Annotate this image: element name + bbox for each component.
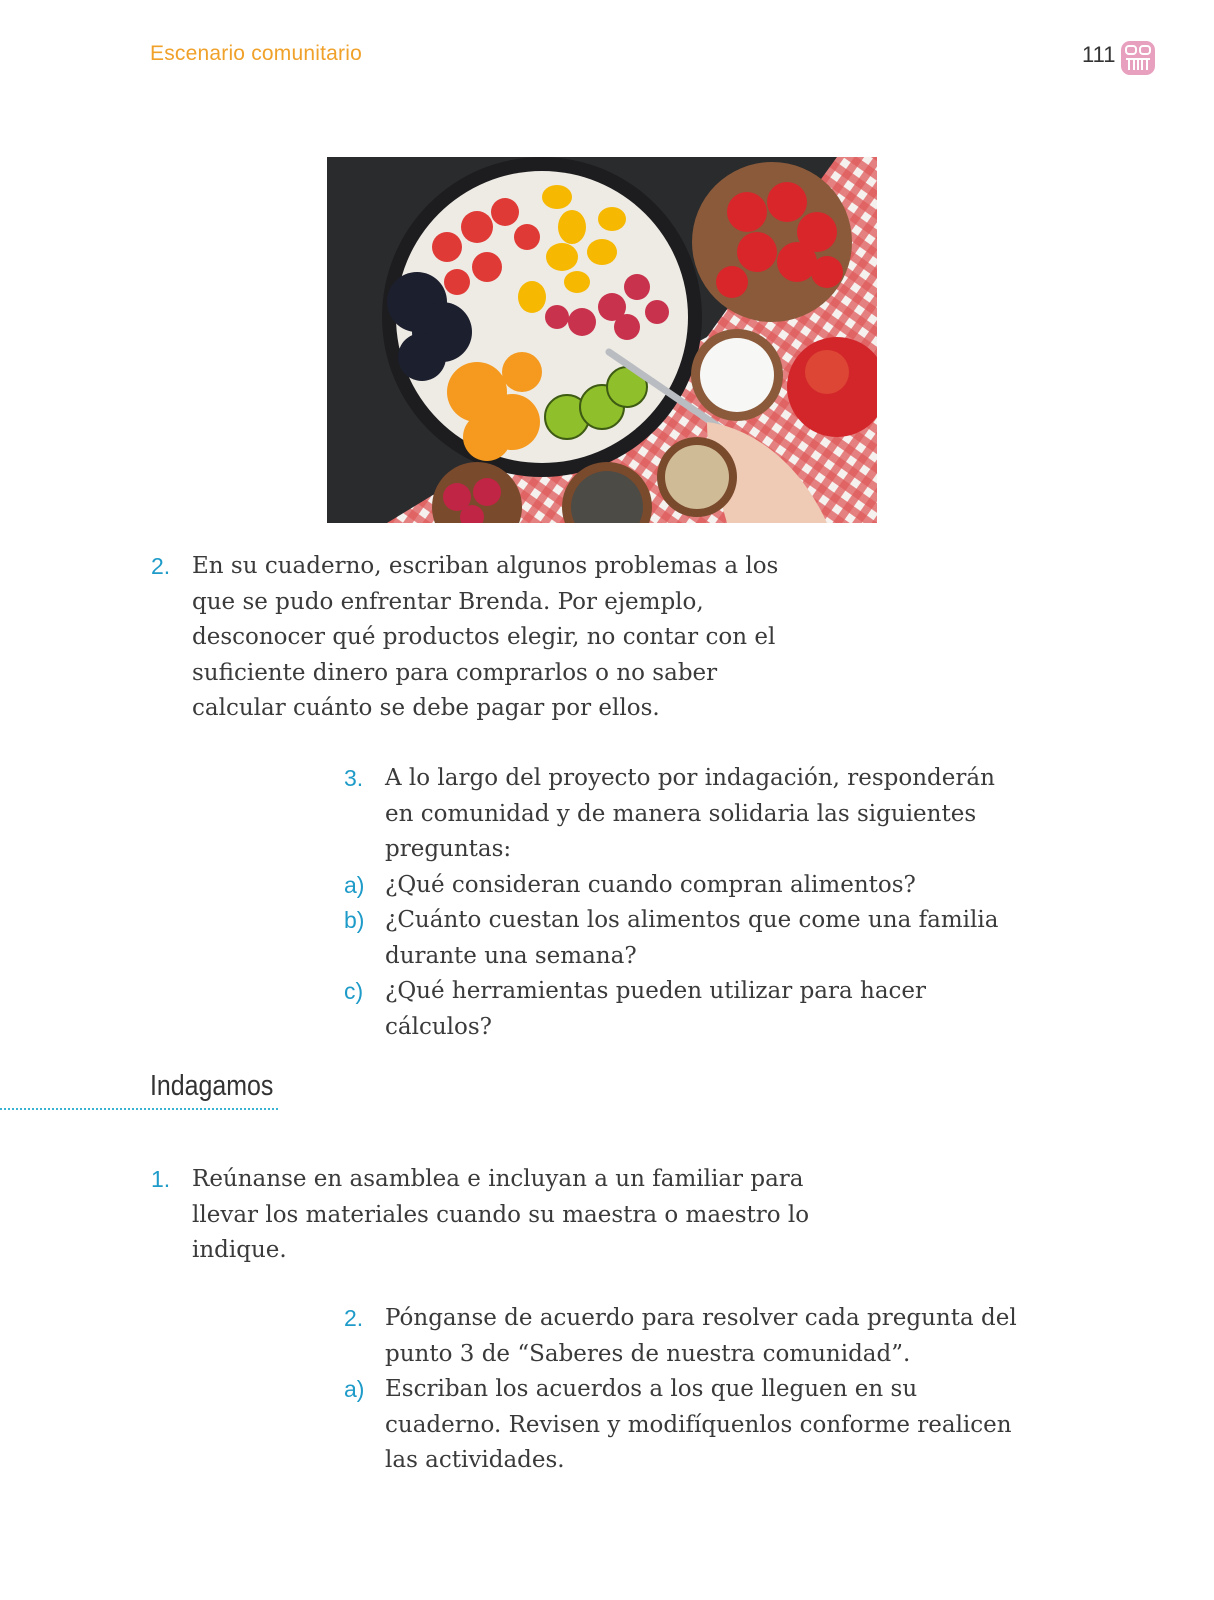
item-number: 3. <box>344 765 364 791</box>
item-number: 2. <box>344 1305 364 1331</box>
subitem-letter: b) <box>344 907 365 933</box>
item-number: 2. <box>151 553 171 579</box>
saberes-item-3 <box>344 761 1024 1045</box>
subitem-text: ¿Cuánto cuestan los alimentos que come una familia durante una semana? <box>385 907 999 969</box>
subitem-text: Escriban los acuerdos a los que lleguen en su cuaderno. Revisen y modifíquenlos conforme realicen las actividades. <box>385 1376 1012 1473</box>
item-text: Pónganse de acuerdo para resolver cada pregunta del punto 3 de “Saberes de nuestra comunidad”. <box>385 1305 1017 1367</box>
subitem-c <box>344 974 1024 1045</box>
subitem-a <box>344 1372 1034 1479</box>
subitem-text: ¿Qué consideran cuando compran alimentos? <box>385 871 916 898</box>
section-heading-indagamos: Indagamos <box>150 1070 274 1102</box>
item-text: En su cuaderno, escriban algunos problemas a los que se pudo enfrentar Brenda. Por ejemplo, desconocer qué productos elegir, no contar con el suficiente dinero para comprarlos o no saber calcular cuánto se debe pagar por ellos. <box>192 553 779 721</box>
glyph-icon <box>1120 40 1156 76</box>
item-text: Reúnanse en asamblea e incluyan a un familiar para llevar los materiales cuando su maestra o maestro lo indique. <box>192 1166 810 1263</box>
subitem-letter: a) <box>344 871 365 898</box>
heading-divider <box>0 1108 278 1110</box>
subitem-a <box>344 868 1024 904</box>
photo-fruit-plate <box>327 157 877 523</box>
subitem-letter: c) <box>344 978 364 1004</box>
saberes-item-2 <box>151 549 791 727</box>
item-number: 1. <box>151 1166 171 1192</box>
subitem-letter: a) <box>344 1376 365 1402</box>
section-title: Escenario comunitario <box>150 42 362 65</box>
page-number: 111 <box>1082 42 1116 67</box>
subitem-b <box>344 903 1024 974</box>
subitem-text: ¿Qué herramientas pueden utilizar para hacer cálculos? <box>385 978 927 1040</box>
indagamos-item-2 <box>344 1301 1034 1479</box>
item-text: A lo largo del proyecto por indagación, responderán en comunidad y de manera solidaria las siguientes preguntas: <box>385 765 995 862</box>
indagamos-item-1 <box>151 1162 811 1269</box>
